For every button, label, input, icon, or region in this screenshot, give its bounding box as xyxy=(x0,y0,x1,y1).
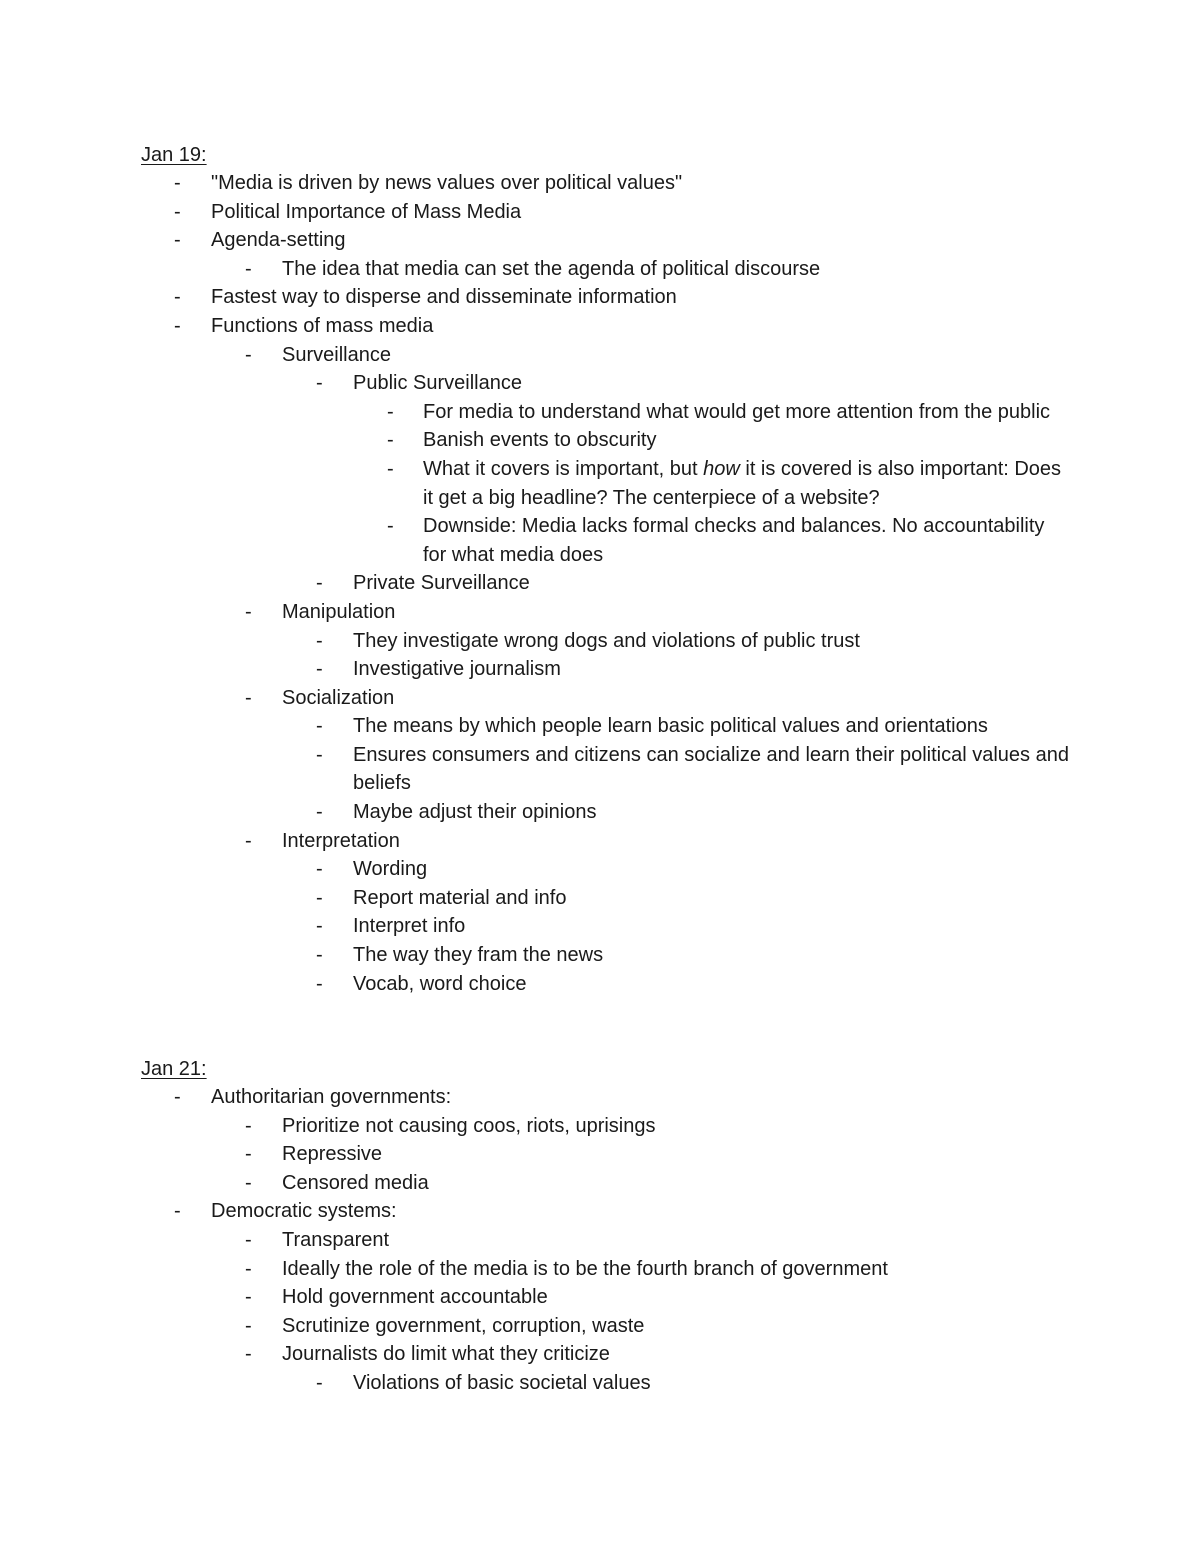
list-item xyxy=(141,884,1071,913)
list-item-text: Authoritarian governments: xyxy=(211,1086,452,1108)
list-item-text: The way they fram the news xyxy=(353,944,604,967)
list-item xyxy=(141,1083,1071,1112)
list-item-text: Agenda-setting xyxy=(211,229,346,252)
bullet-dash: - xyxy=(174,1200,181,1223)
list-item xyxy=(141,426,1071,455)
list-item xyxy=(141,512,1071,569)
list-item xyxy=(141,1140,1071,1169)
list-item-text: Investigative journalism xyxy=(353,658,561,681)
bullet-dash: - xyxy=(174,314,181,337)
list-item xyxy=(141,1340,1071,1369)
bullet-list xyxy=(141,169,1071,998)
list-item-text: Violations of basic societal values xyxy=(353,1371,651,1394)
list-item xyxy=(141,198,1071,227)
list-item-text: Vocab, word choice xyxy=(353,972,527,995)
list-item xyxy=(141,941,1071,970)
section-heading: Jan 21: xyxy=(141,1058,207,1080)
bullet-dash: - xyxy=(316,743,323,766)
list-item xyxy=(141,1369,1071,1398)
notes-section-jan-21 xyxy=(141,1055,1071,1398)
list-item-text: Scrutinize government, corruption, waste xyxy=(282,1314,645,1337)
bullet-dash: - xyxy=(316,1371,323,1394)
list-item xyxy=(141,912,1071,941)
list-item-text: Political Importance of Mass Media xyxy=(211,200,522,223)
bullet-dash: - xyxy=(174,286,181,309)
list-item xyxy=(141,798,1071,827)
bullet-dash: - xyxy=(316,972,323,995)
list-item-text: For media to understand what would get more attention from the public xyxy=(423,400,1051,423)
bullet-dash: - xyxy=(316,372,323,395)
list-item xyxy=(141,226,1071,255)
bullet-dash: - xyxy=(245,1343,252,1366)
bullet-dash: - xyxy=(245,686,252,709)
bullet-dash: - xyxy=(174,1086,181,1108)
list-item xyxy=(141,741,1071,798)
list-item xyxy=(141,169,1071,198)
list-item-text: Functions of mass media xyxy=(211,314,434,337)
bullet-dash: - xyxy=(316,944,323,967)
notes-section-jan-19 xyxy=(141,141,1071,998)
list-item-text: Prioritize not causing coos, riots, uprisings xyxy=(282,1114,656,1137)
list-item-text: Downside: Media lacks formal checks and balances. No accountability for what media does xyxy=(423,515,1045,566)
list-item xyxy=(141,855,1071,884)
list-item xyxy=(141,1255,1071,1284)
list-item-text: Interpretation xyxy=(282,829,400,852)
list-item-text: Ensures consumers and citizens can socialize and learn their political values and beliefs xyxy=(353,743,1069,795)
list-item-text: "Media is driven by news values over political values" xyxy=(211,172,683,194)
list-item xyxy=(141,1312,1071,1341)
list-item xyxy=(141,283,1071,312)
list-item xyxy=(141,255,1071,284)
bullet-dash: - xyxy=(316,715,323,738)
bullet-dash: - xyxy=(174,200,181,223)
list-item xyxy=(141,827,1071,856)
emphasized-text: how xyxy=(703,457,740,480)
bullet-dash: - xyxy=(387,429,394,452)
list-item-text xyxy=(423,455,1063,512)
bullet-dash: - xyxy=(316,658,323,681)
list-item-text: The idea that media can set the agenda of political discourse xyxy=(282,257,821,280)
list-item-text: The means by which people learn basic political values and orientations xyxy=(353,715,988,738)
list-item xyxy=(141,598,1071,627)
bullet-dash: - xyxy=(387,515,394,538)
bullet-dash: - xyxy=(245,1143,252,1166)
bullet-dash: - xyxy=(174,229,181,252)
list-item-text: Interpret info xyxy=(353,915,466,938)
text-run: What it covers is important, but xyxy=(423,457,704,480)
bullet-dash: - xyxy=(387,400,394,423)
list-item xyxy=(141,627,1071,656)
bullet-dash: - xyxy=(316,801,323,824)
list-item xyxy=(141,455,1071,512)
list-item xyxy=(141,655,1071,684)
bullet-dash: - xyxy=(387,457,394,480)
list-item-text: Banish events to obscurity xyxy=(423,429,657,452)
list-item-text: Maybe adjust their opinions xyxy=(353,801,597,824)
bullet-dash: - xyxy=(174,172,181,194)
list-item-text: Ideally the role of the media is to be the fourth branch of government xyxy=(282,1257,888,1280)
list-item-text: Socialization xyxy=(282,686,395,709)
bullet-dash: - xyxy=(245,343,252,366)
list-item-text: Democratic systems: xyxy=(211,1200,397,1223)
list-item-text: Public Surveillance xyxy=(353,372,522,395)
list-item xyxy=(141,1226,1071,1255)
list-item xyxy=(141,569,1071,598)
list-item-text: Manipulation xyxy=(282,600,396,623)
list-item xyxy=(141,398,1071,427)
bullet-dash: - xyxy=(245,829,252,852)
list-item-text: Censored media xyxy=(282,1171,429,1194)
list-item xyxy=(141,312,1071,341)
list-item-text: Report material and info xyxy=(353,886,567,909)
bullet-dash: - xyxy=(316,886,323,909)
bullet-dash: - xyxy=(245,257,252,280)
list-item-text: Wording xyxy=(353,858,428,881)
list-item-text: They investigate wrong dogs and violations of public trust xyxy=(353,629,860,652)
bullet-dash: - xyxy=(245,1286,252,1309)
list-item xyxy=(141,1112,1071,1141)
bullet-dash: - xyxy=(245,1314,252,1337)
list-item xyxy=(141,1197,1071,1226)
bullet-dash: - xyxy=(316,572,323,595)
list-item xyxy=(141,712,1071,741)
text-run: it is covered is also important: Does it get a big headline? The centerpiece of a website? xyxy=(423,457,1062,509)
list-item xyxy=(141,1283,1071,1312)
bullet-dash: - xyxy=(245,1228,252,1251)
list-item xyxy=(141,1169,1071,1198)
bullet-dash: - xyxy=(245,1114,252,1137)
section-heading: Jan 19: xyxy=(141,144,207,166)
list-item xyxy=(141,684,1071,713)
list-item-text: Repressive xyxy=(282,1143,383,1166)
bullet-dash: - xyxy=(316,858,323,881)
bullet-dash: - xyxy=(245,1257,252,1280)
list-item xyxy=(141,369,1071,398)
list-item-text: Hold government accountable xyxy=(282,1286,548,1309)
list-item-text: Surveillance xyxy=(282,343,391,366)
bullet-dash: - xyxy=(245,600,252,623)
list-item xyxy=(141,970,1071,999)
list-item-text: Fastest way to disperse and disseminate information xyxy=(211,286,677,309)
bullet-list xyxy=(141,1083,1071,1398)
list-item-text: Transparent xyxy=(282,1228,390,1251)
bullet-dash: - xyxy=(316,629,323,652)
bullet-dash: - xyxy=(316,915,323,938)
list-item-text: Journalists do limit what they criticize xyxy=(282,1343,610,1366)
bullet-dash: - xyxy=(245,1171,252,1194)
list-item-text: Private Surveillance xyxy=(353,572,530,595)
list-item xyxy=(141,341,1071,370)
